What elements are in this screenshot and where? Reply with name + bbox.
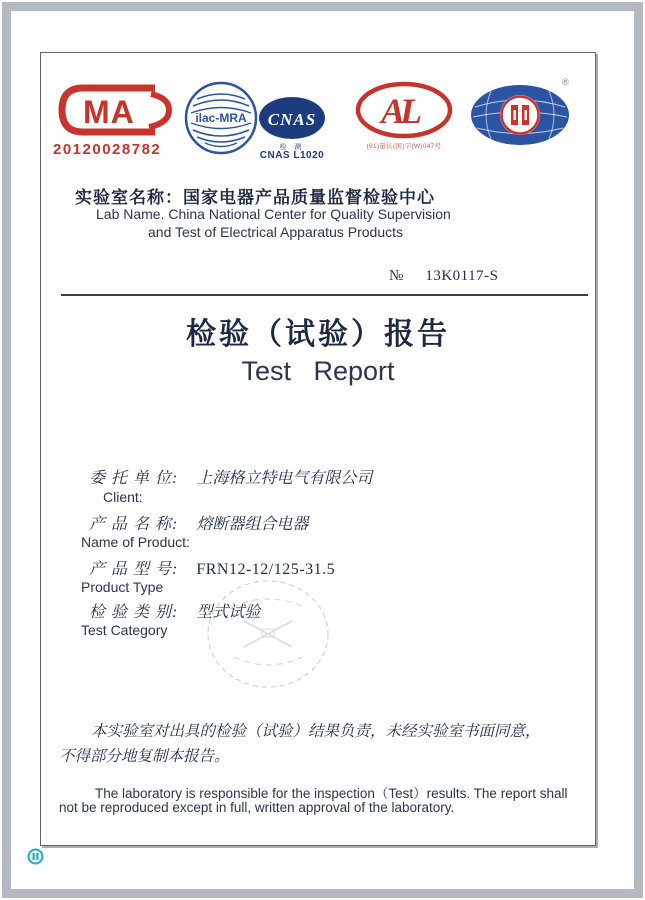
globe-certification-logo-icon — [469, 83, 571, 147]
badge-icon — [27, 848, 44, 865]
field-product-name-label-cn: 产 品 名 称: — [89, 516, 179, 533]
report-number-label: № — [389, 268, 404, 284]
registered-trademark-icon: ® — [562, 77, 569, 87]
cma-logo-icon — [53, 81, 177, 139]
report-title-en: Test Report — [241, 356, 395, 386]
disclaimer-cn-line2: 不得部分地复制本报告。 — [59, 748, 230, 765]
lab-name-en-line2: and Test of Electrical Apparatus Products — [148, 224, 403, 240]
svg-text:ilac-MRA: ilac-MRA — [195, 111, 247, 125]
header-rule — [61, 294, 588, 296]
field-product-type-value: FRN12-12/125-31.5 — [196, 561, 336, 578]
field-product-name-cn — [89, 511, 308, 534]
svg-text:MA: MA — [83, 94, 135, 130]
cnas-sub-label: 检 测 — [279, 144, 305, 151]
field-product-name-label-en: Name of Product: — [81, 534, 190, 550]
disclaimer-en-line1: The laboratory is responsible for the inspection（Test）results. The report shall — [95, 786, 568, 801]
field-client-value: 上海格立特电气有限公司 — [196, 470, 373, 487]
lab-name-en-line1: Lab Name. China National Center for Quality Supervision — [96, 206, 451, 222]
field-client-cn — [89, 465, 372, 488]
disclaimer-cn-line1: 本实验室对出具的检验（试验）结果负责，未经实验室书面同意， — [91, 723, 541, 740]
field-test-category-label-cn: 检 验 类 别: — [89, 604, 179, 621]
field-product-type-label-cn: 产 品 型 号: — [89, 561, 179, 578]
cnas-registration-number: CNAS L1020 — [259, 150, 325, 161]
al-approval-number: (91)量认(国)字(W)047号 — [366, 143, 442, 150]
field-product-type-label-en: Product Type — [81, 579, 164, 595]
disclaimer-en-line2: not be reproduced except in full, written approval of the laboratory. — [59, 800, 455, 815]
cma-certificate-number: 20120028782 — [53, 141, 162, 158]
field-test-category-label-en: Test Category — [81, 622, 168, 638]
report-page — [40, 52, 596, 846]
field-client-label-cn: 委 托 单 位: — [89, 470, 179, 487]
field-product-name-value: 熔断器组合电器 — [196, 516, 309, 533]
report-number-value: 13K0117-S — [425, 268, 499, 284]
field-test-category-value: 型式试验 — [196, 604, 261, 621]
cnas-logo-icon — [257, 95, 327, 141]
lab-name-cn: 实验室名称：国家电器产品质量监督检验中心 — [75, 188, 435, 207]
svg-text:CNAS: CNAS — [267, 110, 317, 129]
seal-watermark-icon — [204, 577, 332, 691]
report-title-cn: 检验（试验）报告 — [186, 318, 450, 351]
al-logo-icon — [354, 81, 454, 139]
field-client-label-en: Client: — [103, 489, 143, 505]
field-product-type-cn — [89, 556, 335, 579]
svg-text:AL: AL — [381, 91, 418, 131]
ilac-mra-logo-icon — [183, 80, 259, 156]
report-number-row — [389, 268, 498, 285]
